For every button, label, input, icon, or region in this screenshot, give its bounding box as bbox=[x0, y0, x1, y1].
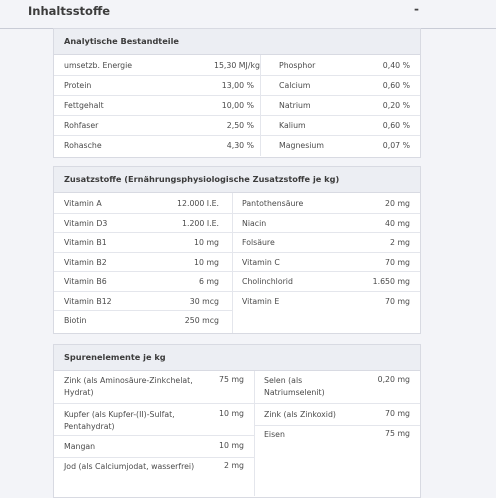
spurenelemente-panel bbox=[53, 344, 421, 498]
nutrient-value: 4,30 % bbox=[226, 141, 254, 150]
additive-name: Vitamin C bbox=[242, 257, 280, 267]
additive-value: 6 mg bbox=[199, 277, 219, 286]
nutrient-value: 0,20 % bbox=[382, 101, 410, 110]
trace-element-value: 10 mg bbox=[219, 441, 244, 450]
nutrient-value: 10,00 % bbox=[221, 101, 254, 110]
row-divider bbox=[54, 252, 420, 253]
trace-element-value: 75 mg bbox=[385, 429, 410, 438]
nutrient-name: Kalium bbox=[279, 121, 306, 130]
trace-element-name: Jod (als Calciumjodat, wasserfrei) bbox=[64, 462, 195, 471]
additive-value: 1.650 mg bbox=[372, 277, 410, 286]
row-divider bbox=[54, 457, 254, 458]
trace-element-name: Kupfer (als Kupfer-(II)-Sulfat, Pentahydrat) bbox=[64, 410, 175, 431]
additive-name: Vitamin D3 bbox=[64, 218, 108, 228]
column-divider bbox=[260, 55, 261, 156]
trace-element-name: Zink (als Zinkoxid) bbox=[264, 410, 336, 419]
trace-element-value: 2 mg bbox=[224, 461, 244, 470]
additive-value: 2 mg bbox=[390, 238, 410, 247]
row-divider bbox=[254, 425, 420, 426]
nutrient-name: Natrium bbox=[279, 101, 311, 110]
additive-name: Vitamin B2 bbox=[64, 257, 107, 267]
row-divider bbox=[54, 115, 420, 116]
nutrient-name: Phosphor bbox=[279, 61, 316, 70]
row-divider bbox=[54, 95, 420, 96]
section-title: Inhaltsstoffe bbox=[28, 4, 111, 18]
nutrient-value: 0,40 % bbox=[382, 61, 410, 70]
additive-name: Vitamin E bbox=[242, 296, 280, 306]
nutrient-value: 0,07 % bbox=[382, 141, 410, 150]
row-divider bbox=[54, 213, 420, 214]
additive-name: Vitamin B12 bbox=[64, 296, 112, 306]
additive-name: Niacin bbox=[242, 218, 267, 228]
nutrient-value: 13,00 % bbox=[221, 81, 254, 90]
additive-value: 10 mg bbox=[194, 238, 219, 247]
trace-element-name: Eisen bbox=[264, 430, 285, 439]
additive-value: 10 mg bbox=[194, 257, 219, 267]
additive-value: 20 mg bbox=[385, 199, 410, 208]
nutrient-name: Fettgehalt bbox=[64, 101, 104, 110]
row-divider bbox=[54, 291, 420, 292]
row-divider bbox=[54, 310, 232, 311]
additive-value: 12.000 I.E. bbox=[177, 199, 219, 208]
panel-title: Zusatzstoffe (Ernährungsphysiologische Zusatzstoffe je kg) bbox=[54, 167, 420, 193]
row-divider bbox=[54, 232, 420, 233]
row-divider bbox=[54, 135, 420, 136]
nutrient-value: 0,60 % bbox=[382, 121, 410, 130]
trace-element-name: Mangan bbox=[64, 442, 96, 451]
additive-value: 70 mg bbox=[385, 296, 410, 306]
column-divider bbox=[232, 193, 233, 333]
additive-name: Vitamin B6 bbox=[64, 277, 107, 286]
section-header bbox=[0, 0, 496, 29]
additive-name: Folsäure bbox=[242, 238, 275, 247]
row-divider bbox=[54, 435, 254, 436]
additive-name: Cholinchlorid bbox=[242, 277, 293, 286]
panel-title: Analytische Bestandteile bbox=[54, 29, 420, 55]
additive-value: 250 mcg bbox=[184, 316, 219, 325]
collapse-toggle[interactable]: - bbox=[414, 2, 419, 16]
additive-value: 40 mg bbox=[385, 218, 410, 228]
nutrient-name: Rohfaser bbox=[64, 121, 99, 130]
panel-title: Spurenelemente je kg bbox=[54, 345, 420, 371]
additive-name: Biotin bbox=[64, 316, 87, 325]
trace-element-value: 10 mg bbox=[219, 409, 244, 418]
nutrient-value: 0,60 % bbox=[382, 81, 410, 90]
row-divider bbox=[54, 75, 420, 76]
row-divider bbox=[54, 403, 254, 404]
nutrient-name: Calcium bbox=[279, 81, 311, 90]
nutrient-name: umsetzb. Energie bbox=[64, 61, 133, 70]
trace-element-value: 0,20 mg bbox=[377, 375, 410, 384]
nutrient-name: Rohasche bbox=[64, 141, 102, 150]
trace-element-name: Selen (als Natriumselenit) bbox=[264, 376, 325, 397]
additive-name: Vitamin A bbox=[64, 199, 102, 208]
row-divider bbox=[54, 271, 420, 272]
trace-element-value: 70 mg bbox=[385, 409, 410, 418]
nutrient-name: Protein bbox=[64, 81, 92, 90]
additive-value: 70 mg bbox=[385, 257, 410, 267]
nutrient-value: 2,50 % bbox=[226, 121, 254, 130]
additive-name: Pantothensäure bbox=[242, 199, 304, 208]
zusatzstoffe-panel bbox=[53, 166, 421, 334]
additive-value: 30 mcg bbox=[189, 296, 219, 306]
additive-name: Vitamin B1 bbox=[64, 238, 107, 247]
column-divider bbox=[254, 371, 255, 496]
nutrient-name: Magnesium bbox=[279, 141, 324, 150]
row-divider bbox=[254, 403, 420, 404]
additive-value: 1.200 I.E. bbox=[182, 218, 219, 228]
analytische-bestandteile-panel bbox=[53, 28, 421, 158]
nutrient-value: 15,30 MJ/kg bbox=[214, 61, 260, 70]
trace-element-value: 75 mg bbox=[219, 375, 244, 384]
trace-element-name: Zink (als Aminosäure-Zinkchelat, Hydrat) bbox=[64, 376, 193, 397]
